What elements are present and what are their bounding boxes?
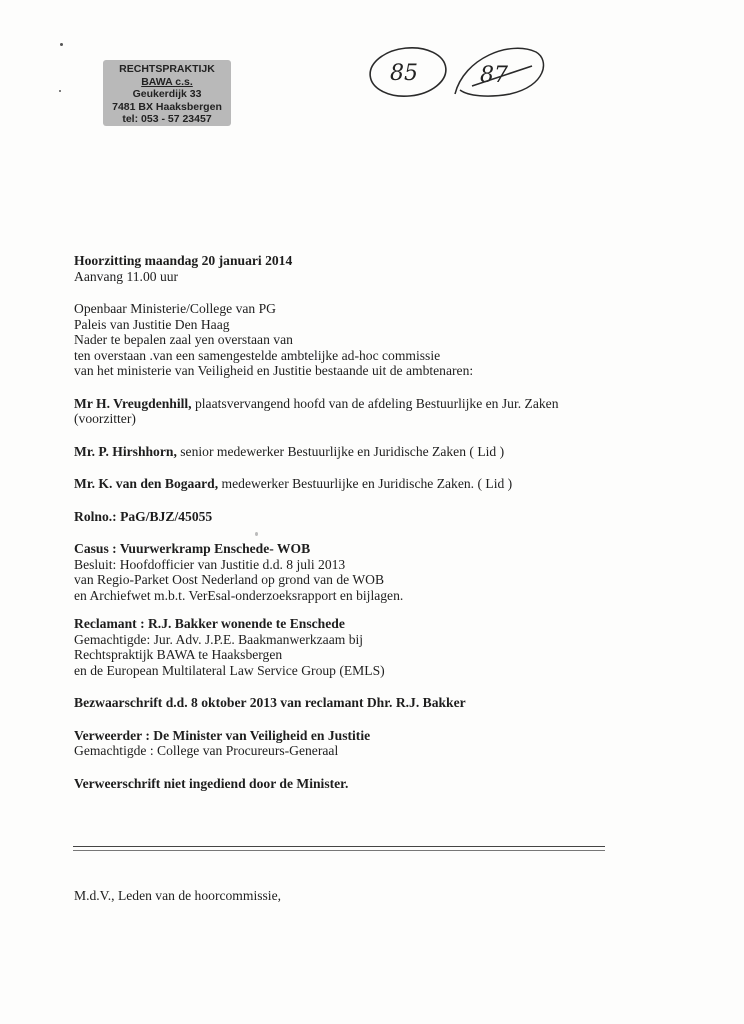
roll-number: Rolno.: PaG/BJZ/45055: [74, 508, 213, 524]
venue-line: Nader te bepalen zaal yen overstaan van: [74, 332, 293, 347]
casus-title: Casus : Vuurwerkramp Enschede- WOB: [74, 541, 311, 556]
member-name: Mr. P. Hirshhorn,: [74, 443, 177, 459]
member-entry: [74, 396, 634, 412]
separator-line: [73, 850, 605, 851]
hearing-start-time: Aanvang 11.00 uur: [74, 268, 179, 284]
hearing-document: [74, 253, 634, 791]
member-name: Mr H. Vreugdenhill,: [74, 395, 192, 411]
member-name: Mr. K. van den Bogaard,: [74, 476, 219, 491]
member-role-note: (voorzitter): [74, 411, 136, 426]
member-entry: [74, 476, 634, 492]
verweerschrift-line: Verweerschrift niet ingediend door de Minister.: [74, 775, 349, 791]
scan-speck: [60, 43, 63, 46]
member-role: senior medewerker Bestuurlijke en Juridische Zaken ( Lid ): [180, 443, 505, 459]
stamp-line: 7481 BX Haaksbergen: [112, 100, 222, 113]
casus-line: van Regio-Parket Oost Nederland op grond van de WOB: [74, 572, 385, 587]
crossed-number-87: 87: [480, 63, 508, 88]
hearing-title: Hoorzitting maandag 20 januari 2014: [74, 253, 293, 268]
venue-line: ten overstaan .van een samengestelde ambtelijke ad-hoc commissie: [74, 347, 441, 363]
member-role: medewerker Bestuurlijke en Juridische Zaken. ( Lid ): [221, 476, 513, 491]
verweerder-line: Gemachtigde : College van Procureurs-Generaal: [74, 743, 339, 758]
member-role: plaatsvervangend hoofd van de afdeling Bestuurlijke en Jur. Zaken: [194, 395, 559, 411]
handwritten-page-numbers: [360, 30, 560, 110]
closing-line: M.d.V., Leden van de hoorcommissie,: [74, 888, 282, 903]
stamp-line: BAWA c.s.: [141, 75, 193, 88]
venue-line: van het ministerie van Veiligheid en Justitie bestaande uit de ambtenaren:: [74, 363, 474, 378]
scan-speck: [59, 90, 61, 92]
casus-line: en Archiefwet m.b.t. VerEsal-onderzoeksrapport en bijlagen.: [74, 587, 404, 603]
law-firm-stamp: [103, 60, 231, 126]
separator-line: [73, 846, 605, 847]
venue-line: Openbaar Ministerie/College van PG: [74, 301, 276, 316]
venue-line: Paleis van Justitie Den Haag: [74, 316, 230, 332]
casus-line: Besluit: Hoofdofficier van Justitie d.d. 8 juli 2013: [74, 556, 346, 572]
reclamant-line: Rechtspraktijk BAWA te Haaksbergen: [74, 647, 283, 662]
stamp-line: tel: 053 - 57 23457: [122, 113, 212, 125]
reclamant-line: en de European Multilateral Law Service Group (EMLS): [74, 662, 385, 678]
reclamant-line: Gemachtigde: Jur. Adv. J.P.E. Baakmanwerkzaam bij: [74, 631, 364, 647]
stamp-line: Geukerdijk 33: [132, 88, 202, 100]
bezwaarschrift-line: Bezwaarschrift d.d. 8 oktober 2013 van reclamant Dhr. R.J. Bakker: [74, 695, 466, 710]
page-number-85: 85: [390, 61, 418, 86]
stamp-line: RECHTSPRAKTIJK: [119, 63, 215, 75]
member-entry: [74, 444, 634, 460]
reclamant-title: Reclamant : R.J. Bakker wonende te Enschede: [74, 616, 345, 631]
verweerder-title: Verweerder : De Minister van Veiligheid en Justitie: [74, 727, 371, 743]
